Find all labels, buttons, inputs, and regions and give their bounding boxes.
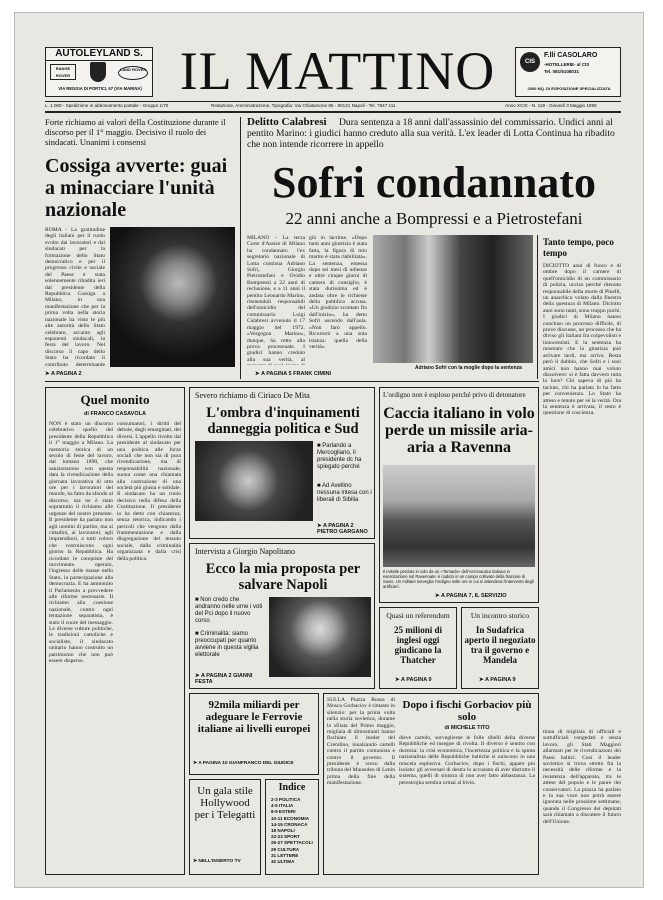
caccia-headline[interactable]: Caccia italiano in volo perde un missile aria-aria a Ravenna	[383, 405, 535, 456]
bullet-icon: ■	[317, 443, 323, 449]
ad-brand: AUTOLEYLAND S.	[46, 48, 152, 61]
page-ref-label: A PAGINA 10 GIANFRANCO DEL GIUDICE	[198, 761, 294, 766]
referendum-kicker: Quasi un referendum	[386, 611, 450, 620]
demita-bullet-1: ■ Parlando a Mercogliano, il presidente dc ha spiegato perché	[317, 443, 362, 470]
napolitano-page-ref[interactable]	[195, 673, 265, 685]
ad-address: VIA REGGIA DI PORTICI, 67 (VIA MARINA)	[58, 86, 142, 91]
sofri-photo	[373, 235, 533, 363]
page-ref-label: NELL'INSERTO TV	[198, 859, 241, 864]
range-rover-badge: RANGE ROVER	[50, 64, 76, 80]
demita-bullet-2: ■ Ad Avellino nessuna intesa con i liberali di Sibilia	[317, 483, 372, 503]
sofri-subhead: 22 anni anche a Bompressi e a Pietrostefani	[285, 209, 583, 228]
issue-date: Anno XCIX - N. 119 - Giovedì 3 Maggio 1990	[505, 103, 597, 108]
monito-body-1: NON è stato un discorso celebrativo quello del presidente della Repubblica il 1° maggio a Milano. La memoria storica di un secolo di feste del lavoro, dal lontano 1890, che sanzionarono con questa data la rivendicazione della giornata lavorativa di otto ore per i lavoratori del mondo, ha fatto da sfondo al discorso, ma ne è stato soprattutto il richiamo alle urgenze del nostro presente. Il presidente ha parlato non agli uomini di partito, ma ai cittadini, ai lavoratori, agli imprenditori, a tutti coloro che costruiscono ogni giorno la Repubblica. Ha ricordato le conquiste del movimento operaio, l'ingresso delle masse nello Stato, la partecipazione alla democrazia. E ha ammonito il Parlamento a provvedere alle riforme necessarie. Il richiamo alla coesione nazionale, contro ogni tentazione separatista, è stato il cuore del messaggio. Le diverse culture politiche, le tradizioni cattoliche e socialiste, il sindacato unitario hanno costruito un patrimonio che non può essere disperso.	[49, 421, 113, 665]
indice-item[interactable]: 31 LETTERE	[271, 852, 299, 858]
tempo-headline[interactable]: Tanto tempo, poco tempo	[543, 237, 614, 258]
land-rover-badge: LAND ROVER	[118, 66, 148, 80]
mandela-kicker: Un incontro storico	[470, 611, 530, 620]
napolitano-photo	[269, 597, 371, 677]
cossiga-photo	[110, 227, 235, 367]
arrow-icon: ➤	[255, 371, 261, 377]
newspaper-page	[14, 12, 644, 888]
gorbaciov-lead: SULLA Piazza Rossa di Mosca Gorbaciov è rimasto in silenzio: per la prima volta nella storia sovietica, durante la sfilata del Primo maggio, migliaia di dimostranti hanno fischiato il leader del Cremlino, innalzando cartelli contro il partito comunista e contro il governo. Il presidente è sceso dalla tribuna del Mausoleo di Lenin prima della fine della manifestazione.	[327, 697, 395, 787]
page-ref-label: A PAGINA 5 FRANK CIMINI	[260, 371, 332, 377]
indice-item[interactable]: 4-5 ITALIA	[271, 803, 294, 809]
indice-item[interactable]: 22-23 SPORT	[271, 834, 300, 840]
indice-item[interactable]: 8-9 ESTERI	[271, 809, 296, 815]
page-ref-label: A PAGINA 2	[50, 371, 82, 377]
sofri-kicker-label: Delitto Calabresi	[247, 116, 327, 128]
ferrovie-headline[interactable]: 92mila miliardi per adeguare le Ferrovie italiane ai livelli europei	[197, 699, 311, 735]
indice-item[interactable]: 32 ULTIMA	[271, 859, 295, 865]
ad-line: Tel. 081/5108031	[544, 69, 579, 74]
napolitano-headline[interactable]: Ecco la mia proposta per salvare Napoli	[205, 561, 361, 593]
indice-list	[271, 797, 317, 865]
arrow-icon: ➤	[317, 523, 323, 529]
sofri-page-ref[interactable]	[255, 371, 331, 377]
demita-photo	[195, 441, 313, 521]
monito-headline[interactable]: Quel monito	[80, 392, 150, 407]
indice-item[interactable]: 14-15 CRONACA	[271, 821, 308, 827]
demita-headline[interactable]: L'ombra d'inquinamenti danneggia politica e Sud	[206, 405, 360, 437]
sofri-body-1: MILANO - La terza Corte d'Assise di Milano ha condannato l'ex segretario nazionale di Lotta continua Adriano Sofri, Giorgio Pietrostefani e Ovidio Bompressi a 22 anni di reclusione, e a 11 anni il pentito Leonardo Marino, ritenendoli responsabili dell'omicidio del commissario Luigi Calabresi avvenuto il 17 maggio del 1972. «Vergogna Marino», dunque, ha retto alla prova processuale. I giudici hanno creduto alla sua verità, al	[247, 235, 305, 363]
referendum-headline[interactable]: 25 milioni di inglesi oggi giudicano la Thatcher	[393, 625, 442, 665]
indice-title: Indice	[278, 782, 306, 793]
referendum-page-ref[interactable]	[395, 677, 432, 683]
caccia-page-ref[interactable]	[435, 593, 507, 599]
indice-item[interactable]: 2-3 POLITICA	[271, 797, 301, 802]
caccia-caption: Il missile perduto in volo da un «Tornado» dell'Aeronautica italiana in esercitazione sul Ravennate: è caduto in un campo coltivato della frazione di Savio. Un militare sorveglia l'ordigno nelle ore in cui si attendeva l'intervento degli artificieri.	[383, 569, 534, 589]
page-ref-label: A PAGINA 7, IL SERVIZIO	[440, 593, 507, 599]
ad-casolaro[interactable]	[515, 47, 621, 97]
ferrovie-page-ref[interactable]	[193, 761, 294, 766]
monito-body-2: consumatori, i diritti del debole, degli emarginati, dei diversi. L'appello rivolto dal presidente al sindacato per una politica alle forze sociali che non sia di pura rivendicazione, ma di responsabilità nazionale, suona come una chiamata alla costruzione di una società più giusta e solidale. Il sindacato ha un ruolo decisivo nella difesa della Costituzione. Il presidente lo ha detto con chiarezza, senza retorica, indicando i pericoli che vengono dalla frammentazione e dalla disgregazione del tessuto sociale, dalla criminalità organizzata e dalla crisi della politica.	[117, 421, 181, 562]
napolitano-bullet-1: ■ Non credo che andranno nelle urne i voti del Pci dopo il nuovo corso	[195, 597, 263, 624]
masthead-title: IL MATTINO	[179, 41, 496, 101]
cossiga-kicker: Forte richiamo ai valori della Costituzione durante il discorso per il 1° maggio. Decisivo il ruolo dei sindacati. Unanimi i consensi	[45, 117, 226, 147]
sofri-photo-caption: Adriano Sofri con la moglie dopo la sentenza	[415, 365, 522, 371]
page-ref-label: A PAGINA 2 PIETRO GARGANO	[317, 523, 368, 535]
arrow-icon: ➤	[193, 761, 199, 766]
arrow-icon: ➤	[479, 677, 485, 683]
arrow-icon: ➤	[193, 859, 199, 864]
car-logo-icon	[90, 62, 106, 82]
arrow-icon: ➤	[45, 371, 51, 377]
mandela-page-ref[interactable]	[479, 677, 516, 683]
caccia-kicker: L'ordigno non è esploso perché privo di detonatore	[383, 391, 526, 399]
page-ref-label: A PAGINA 9	[400, 677, 432, 683]
indice-item[interactable]: 29 CULTURA	[271, 846, 300, 852]
arrow-icon: ➤	[435, 593, 441, 599]
monito-author: di FRANCO CASAVOLA	[84, 411, 146, 417]
gorbaciov-body: dieve cartolo, sorveglierne le folle ribelli della diverse Repubbliche ed insegne di rivolta. Il diverso è sentito con durezza: la crisi economica, l'incertezza politica e la spinta nazionalista delle Repubbliche baltiche si uniscono in una miscela esplosiva. Gorbaciov, dopo i fischi, appare più isolato: gli avversari di destra lo accusano di aver distrutto il sistema, quelli di sinistra di non aver fatto abbastanza. La perestrojka sembra ormai al bivio.	[399, 735, 535, 786]
cossiga-headline[interactable]: Cossiga avverte: guai a minacciare l'unità nazionale	[45, 155, 228, 221]
cossiga-body: ROMA - La gratitudine degli italiani per il ruolo svolto dai lavoratori e dai sindacati per la formazione dello Stato democratico e per il progresso civile e sociale del Paese è stata solennemente ribadita ieri dal presidente della Repubblica Cossiga a Milano, in una manifestazione che per la prima volta nella storia nazionale ha visto le più alte autorità dello Stato celebrare, accanto agli esponenti sindacali, la festa del lavoro. Nel discorso il capo dello Stato ha ricordato il contributo determinante	[45, 227, 105, 367]
bullet-icon: ■	[195, 597, 201, 603]
demita-kicker: Severo richiamo di Ciriaco De Mita	[195, 391, 310, 400]
ad-line: 2000 MQ. DI ESPOSIZIONE SPECIALIZZATA	[527, 86, 611, 91]
caccia-photo	[383, 465, 535, 567]
ad-line: -HOTELLERIE- al CIS	[544, 62, 590, 67]
arrow-icon: ➤	[195, 673, 201, 679]
ad-autoleyland[interactable]	[45, 47, 153, 97]
sofri-headline[interactable]: Sofri condannato	[272, 158, 596, 207]
gorbaciov-author: di MICHELE TITO	[444, 725, 490, 731]
cis-logo-icon: CIS	[520, 52, 540, 72]
indice-item[interactable]: 26-27 SPETTACOLI	[271, 840, 313, 846]
demita-page-ref[interactable]	[317, 523, 373, 535]
gorbaciov-headline[interactable]: Dopo i fischi Gorbaciov più solo	[402, 699, 532, 723]
sofri-body-2: giù in lacrime. «Dopo tanti anni giustizia è stata fatta, la figura di mio marito è stata riabilitata». La sentenza, emessa dopo sei mesi di udienze e oltre cinque giorni di camera di consiglio, è stata durissima ed è andata oltre le richieste della pubblica accusa. «Un giudizio scontato fin dall'inizio», ha detto Sofri uscendo dall'aula. «Non farò appello. Ricorrerò a una sola istanza: quella della verità».	[309, 235, 367, 350]
bullet-icon: ■	[317, 483, 322, 489]
page-ref-label: A PAGINA 2 GIANNI FESTA	[195, 673, 253, 685]
indice-item[interactable]: 10-11 ECONOMIA	[271, 815, 310, 821]
editorial-address: Redazione, Amministrazione, Tipografia: Via Chiatamone 65 - 80121 Napoli - Tel. 7947 111	[211, 103, 396, 108]
napolitano-bullet-2: ■ Criminalità: siamo preoccupati per quanto avviene in questa vigilia elettorale	[195, 631, 259, 658]
gorbaciov-body-2: tinua di migliaia di ufficiali e sottufficiali congedati e senza lavoro, gli Stati Maggiori allarmati per le rivendicazioni dei Paesi baltici. Così il leader sovietico si trova stretto fra la necessità delle riforme e la resistenza dell'apparato, tra le attese del popolo e le paure dei conservatori. La piazza ha parlato e la sua voce non potrà essere ignorata nelle prossime settimane, quando il Congresso dei deputati sarà chiamato a discutere il futuro dell'Unione.	[543, 729, 621, 825]
page-ref-label: A PAGINA 9	[484, 677, 516, 683]
indice-item[interactable]: 18 NAPOLI	[271, 828, 295, 834]
cossiga-page-ref[interactable]	[45, 371, 82, 377]
sofri-kicker: Dura sentenza a 18 anni dall'assassinio del commissario. Undici anni al pentito Marino: i giudici hanno creduto alla sua verità. L'ex leader di Lotta Continua ha ribadito che non intende ricorrere in appello	[247, 117, 615, 150]
mandela-headline[interactable]: In Sudafrica aperto il negoziato tra il governo e Mandela	[464, 625, 536, 665]
bullet-icon: ■	[195, 631, 201, 637]
gala-headline[interactable]: Un gala stile Hollywood per i Telegatti	[194, 785, 256, 821]
tempo-body: DICIOTTO anni di fuoco e di ombre dopo il carnere di quell'omicidio di un commissario di polizia, ucciso perché ritenuto responsabile della morte di Pinelli, un anarchico volato dalla finestra della questura di Milano. Diciotto anni sono tanti, sono troppo pochi. I giudici di Milano hanno concluso un processo difficile, di prove discusse, un processo che ha diviso gli italiani fra colpevolisti e innocentisti. E la sentenza ha mostrato che la giustizia può arrivare tardi, ma arriva. Resta però il dubbio, che Sofri e i suoi amici non hanno mai voluto dissolvere: si è fatta davvero tutta la luce? Chi sapeva di più ha taciuto, chi ha parlato lo ha fatto per convenienza. Lo Stato ha atteso e tenuto per sé la verità. Ora la sentenza è arrivata, il resto è questione di coscienza.	[543, 263, 621, 417]
edition-price: L. 1.000 - Spedizione in abbonamento postale - Gruppo 1/70	[45, 103, 169, 108]
arrow-icon: ➤	[395, 677, 401, 683]
napolitano-kicker: Intervista a Giorgio Napolitano	[195, 547, 296, 556]
gala-page-ref[interactable]	[193, 859, 241, 864]
ad-casolaro-brand: F.lli CASOLARO	[544, 52, 598, 59]
